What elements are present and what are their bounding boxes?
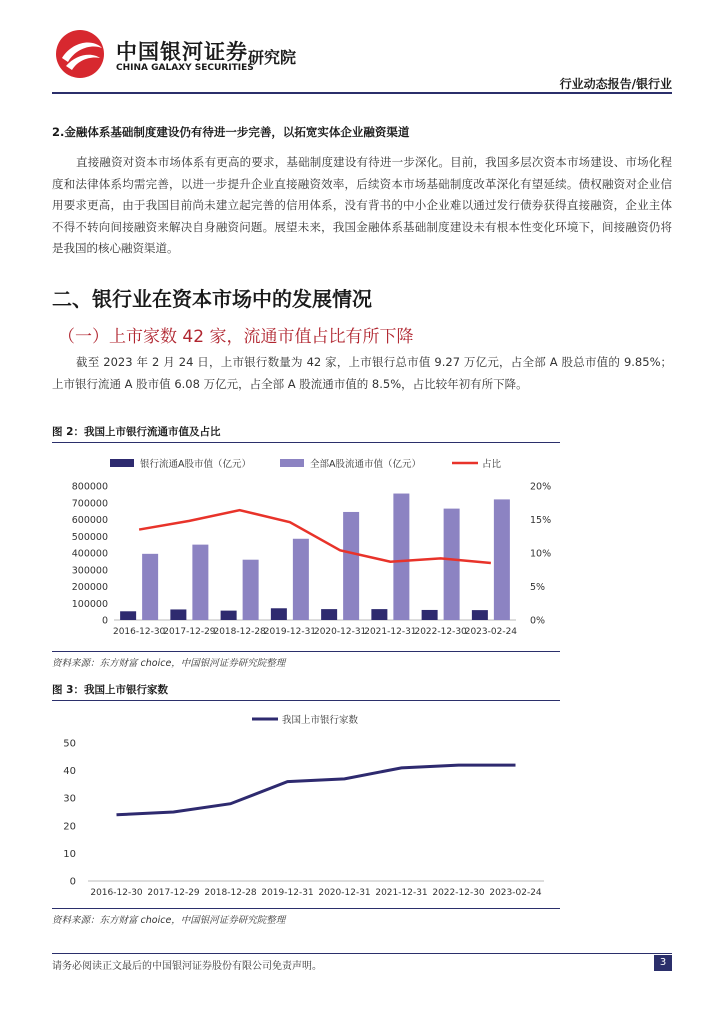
bar-all-a-float-mktcap xyxy=(444,509,460,620)
institute-label: 研究院 xyxy=(248,48,297,67)
brand-name-en: CHINA GALAXY SECURITIES xyxy=(116,63,254,73)
y-right-tick-label: 10% xyxy=(530,548,552,560)
x-tick-label: 2023-02-24 xyxy=(464,627,518,637)
x-tick-label: 2021-12-31 xyxy=(375,888,428,898)
x-tick-label: 2023-02-24 xyxy=(489,888,542,898)
figure2-source: 资料来源：东方财富 choice，中国银河证券研究院整理 xyxy=(52,658,286,669)
x-tick-label: 2020-12-31 xyxy=(313,627,367,637)
x-tick-label: 2016-12-30 xyxy=(112,627,166,637)
section-subtitle: （一）上市家数 42 家，流通市值占比有所下降 xyxy=(58,327,414,347)
subsection-paragraph: 直接融资对资本市场体系有更高的要求，基础制度建设有待进一步深化。目前，我国多层次资本市场建设、市场化程度和法律体系均需完善，以进一步提升企业直接融资效率，后续资本市场基础制度改革深化有望延续。债权融资对企业信用要求更高，由于我国目前尚未建立起完善的信用体系，没有背书的中小企业难以通过发行债券获得直接融资，企业主体不得不转向间接融资来解决自身融资问题。展望未来，我国金融体系基础制度建设未有根本性变化环境下，间接融资仍将是我国的核心融资渠道。 xyxy=(52,155,672,255)
y-tick-label: 40 xyxy=(63,766,76,778)
bar-all-a-float-mktcap xyxy=(343,512,359,620)
x-tick-label: 2019-12-31 xyxy=(263,627,317,637)
bar-all-a-float-mktcap xyxy=(293,539,309,620)
legend-swatch-0 xyxy=(110,459,134,467)
bar-bank-float-mktcap xyxy=(120,611,136,620)
figure3-source: 资料来源：东方财富 choice，中国银河证券研究院整理 xyxy=(52,915,286,926)
line-listed-banks xyxy=(117,765,516,815)
y-tick-label: 50 xyxy=(63,738,76,750)
y-tick-label: 20 xyxy=(63,821,76,833)
figure3-chart xyxy=(52,705,560,905)
y-tick-label: 30 xyxy=(63,793,76,805)
section-paragraph: 截至 2023 年 2 月 24 日，上市银行数量为 42 家，上市银行总市值 9.27 万亿元，占全部 A 股总市值的 9.85%；上市银行流通 A 股市值 6.08 万亿元，占全部 A 股流通市值的 8.5%，占比较年初有所下降。 xyxy=(52,355,672,391)
y-left-tick-label: 200000 xyxy=(71,582,108,593)
x-tick-label: 2017-12-29 xyxy=(163,627,216,637)
y-right-tick-label: 5% xyxy=(530,582,546,593)
bar-bank-float-mktcap xyxy=(271,608,287,620)
y-left-tick-label: 500000 xyxy=(71,531,108,543)
y-left-tick-label: 0 xyxy=(101,615,108,627)
header-divider xyxy=(52,92,672,94)
figure3-bottom-rule xyxy=(52,908,560,909)
figure2-chart xyxy=(52,446,560,646)
line-ratio xyxy=(139,510,491,563)
report-type-label: 行业动态报告/银行业 xyxy=(559,77,672,91)
y-left-tick-label: 800000 xyxy=(71,481,108,493)
x-tick-label: 2020-12-31 xyxy=(318,888,371,898)
x-tick-label: 2021-12-31 xyxy=(364,627,417,637)
figure2-title: 图 2：我国上市银行流通市值及占比 xyxy=(52,426,221,438)
legend-label-1: 全部A股流通市值（亿元） xyxy=(310,459,421,470)
y-left-tick-label: 100000 xyxy=(71,598,108,610)
x-tick-label: 2022-12-30 xyxy=(432,888,485,898)
subsection-heading: 2.金融体系基础制度建设仍有待进一步完善，以拓宽实体企业融资渠道 xyxy=(52,125,410,139)
y-left-tick-label: 700000 xyxy=(71,498,108,510)
y-right-tick-label: 20% xyxy=(530,481,552,493)
bar-bank-float-mktcap xyxy=(422,610,438,620)
bar-all-a-float-mktcap xyxy=(142,554,158,620)
x-tick-label: 2018-12-28 xyxy=(204,888,257,898)
legend-label-banks: 我国上市银行家数 xyxy=(282,715,359,726)
figure3-top-rule xyxy=(52,700,560,701)
legend-label-2: 占比 xyxy=(482,459,502,470)
y-left-tick-label: 600000 xyxy=(71,515,108,526)
bar-bank-float-mktcap xyxy=(472,610,488,620)
x-tick-label: 2018-12-28 xyxy=(213,627,266,637)
x-tick-label: 2017-12-29 xyxy=(147,888,200,898)
legend-label-0: 银行流通A股市值（亿元） xyxy=(140,459,251,470)
x-tick-label: 2019-12-31 xyxy=(261,888,314,898)
figure2-bottom-rule xyxy=(52,651,560,652)
bar-all-a-float-mktcap xyxy=(243,560,259,620)
figure3-title: 图 3：我国上市银行家数 xyxy=(52,684,168,696)
bar-all-a-float-mktcap xyxy=(494,499,510,620)
bar-bank-float-mktcap xyxy=(321,609,337,620)
figure2-top-rule xyxy=(52,442,560,443)
legend-swatch-1 xyxy=(280,459,304,467)
y-left-tick-label: 400000 xyxy=(71,548,108,560)
section-title: 二、银行业在资本市场中的发展情况 xyxy=(52,287,372,311)
bar-bank-float-mktcap xyxy=(221,611,237,620)
footer-disclaimer: 请务必阅读正文最后的中国银河证券股份有限公司免责声明。 xyxy=(52,961,322,972)
x-tick-label: 2022-12-30 xyxy=(414,627,467,637)
bar-all-a-float-mktcap xyxy=(192,545,208,620)
bar-bank-float-mktcap xyxy=(170,609,186,620)
y-right-tick-label: 15% xyxy=(530,515,552,526)
y-left-tick-label: 300000 xyxy=(71,565,108,577)
page-number: 3 xyxy=(654,955,672,971)
footer-divider xyxy=(52,953,672,954)
x-tick-label: 2016-12-30 xyxy=(90,888,143,898)
y-right-tick-label: 0% xyxy=(530,615,546,627)
y-tick-label: 0 xyxy=(69,876,76,888)
y-tick-label: 10 xyxy=(63,848,76,860)
brand-name-cn: 中国银河证券 xyxy=(116,40,248,64)
galaxy-logo-icon xyxy=(54,28,106,80)
bar-all-a-float-mktcap xyxy=(393,494,409,620)
bar-bank-float-mktcap xyxy=(371,609,387,620)
